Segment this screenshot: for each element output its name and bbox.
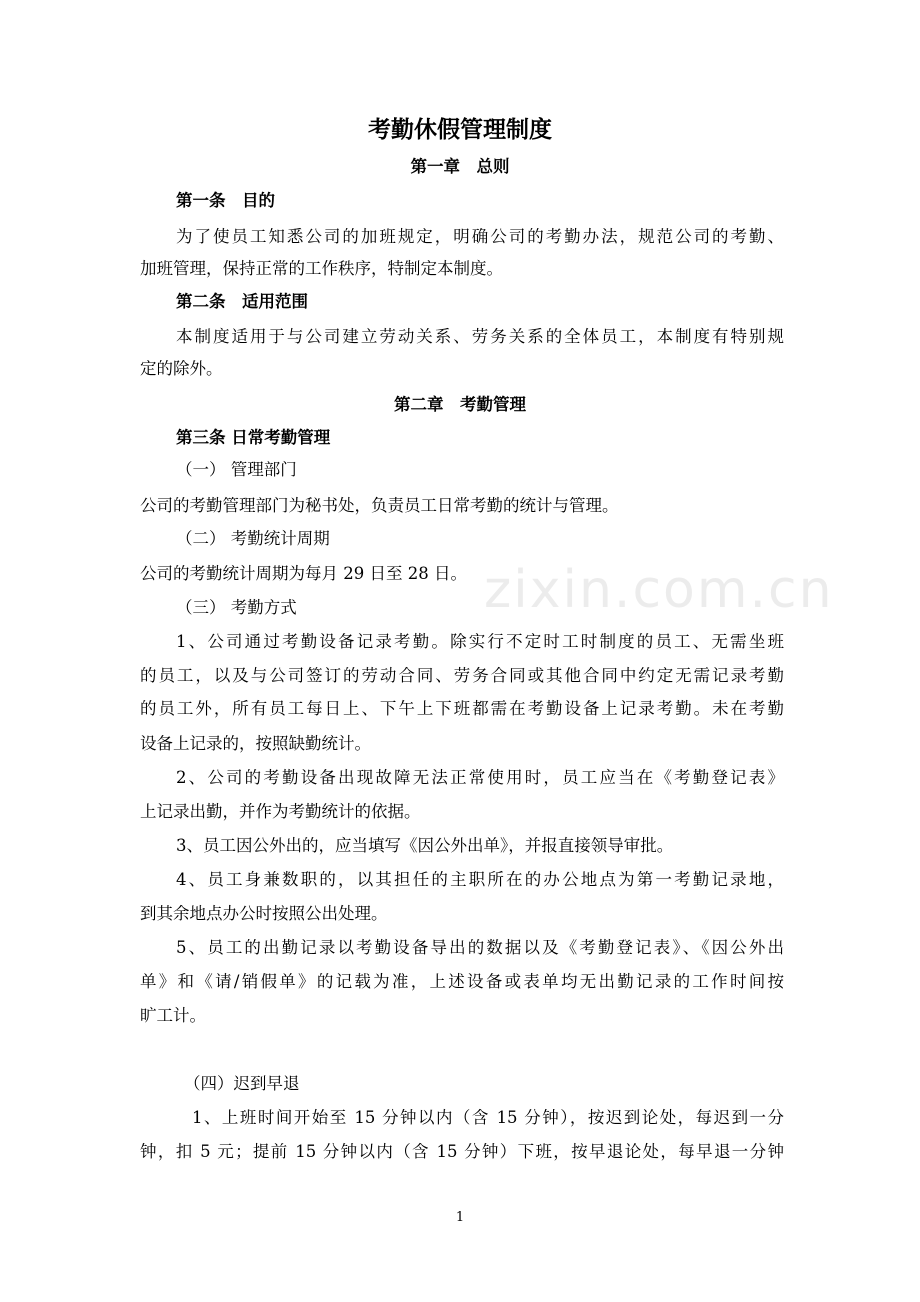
article-heading: 第三条 日常考勤管理 [176, 428, 331, 447]
section-label: （四）迟到早退 [184, 1074, 300, 1093]
paragraph-line: 旷工计。 [140, 1006, 206, 1025]
paragraph-line: 2、公司的考勤设备出现故障无法正常使用时，员工应当在《考勤登记表》 [176, 768, 784, 787]
paragraph-line: 的员工，以及与公司签订的劳动合同、劳务合同或其他合同中约定无需记录考勤 [140, 666, 784, 685]
paragraph-line: 单》和《请/销假单》的记载为准，上述设备或表单均无出勤记录的工作时间按 [140, 972, 784, 991]
paragraph-line: 5、员工的出勤记录以考勤设备导出的数据以及《考勤登记表》、《因公外出 [176, 938, 784, 957]
paragraph-line: 4、员工身兼数职的，以其担任的主职所在的办公地点为第一考勤记录地， [176, 870, 784, 889]
section-label: （三） 考勤方式 [176, 598, 297, 617]
article-heading: 第二条 适用范围 [176, 292, 308, 311]
paragraph-line: 3、员工因公外出的，应当填写《因公外出单》，并报直接领导审批。 [176, 836, 674, 855]
paragraph-line: 1、公司通过考勤设备记录考勤。除实行不定时工时制度的员工、无需坐班 [176, 632, 784, 651]
paragraph-line: 钟，扣 5 元；提前 15 分钟以内（含 15 分钟）下班，按早退论处，每早退一分钟 [140, 1142, 784, 1161]
paragraph-line: 定的除外。 [140, 359, 223, 378]
paragraph-line: 为了使员工知悉公司的加班规定，明确公司的考勤办法，规范公司的考勤、 [176, 227, 784, 246]
paragraph-line: 公司的考勤管理部门为秘书处，负责员工日常考勤的统计与管理。 [140, 496, 619, 515]
chapter-heading: 第一章 总则 [410, 157, 510, 176]
paragraph-line: 设备上记录的，按照缺勤统计。 [140, 734, 371, 753]
chapter-heading: 第二章 考勤管理 [394, 395, 526, 414]
section-label: （二） 考勤统计周期 [176, 529, 330, 548]
paragraph-line: 1、上班时间开始至 15 分钟以内（含 15 分钟），按迟到论处，每迟到一分 [192, 1108, 784, 1127]
paragraph-line: 的员工外，所有员工每日上、下午上下班都需在考勤设备上记录考勤。未在考勤 [140, 699, 784, 718]
paragraph-line: 到其余地点办公时按照公出处理。 [140, 904, 388, 923]
document-title: 考勤休假管理制度 [368, 117, 552, 143]
watermark: zixin.com.cn [484, 560, 834, 620]
paragraph-line: 上记录出勤，并作为考勤统计的依据。 [140, 802, 421, 821]
paragraph-line: 加班管理，保持正常的工作秩序，特制定本制度。 [140, 259, 503, 278]
paragraph-line: 公司的考勤统计周期为每月 29 日至 28 日。 [140, 564, 467, 583]
paragraph-line: 本制度适用于与公司建立劳动关系、劳务关系的全体员工，本制度有特别规 [176, 327, 784, 346]
article-heading: 第一条 目的 [176, 191, 275, 210]
section-label: （一） 管理部门 [176, 460, 297, 479]
page-number: 1 [455, 1210, 465, 1225]
